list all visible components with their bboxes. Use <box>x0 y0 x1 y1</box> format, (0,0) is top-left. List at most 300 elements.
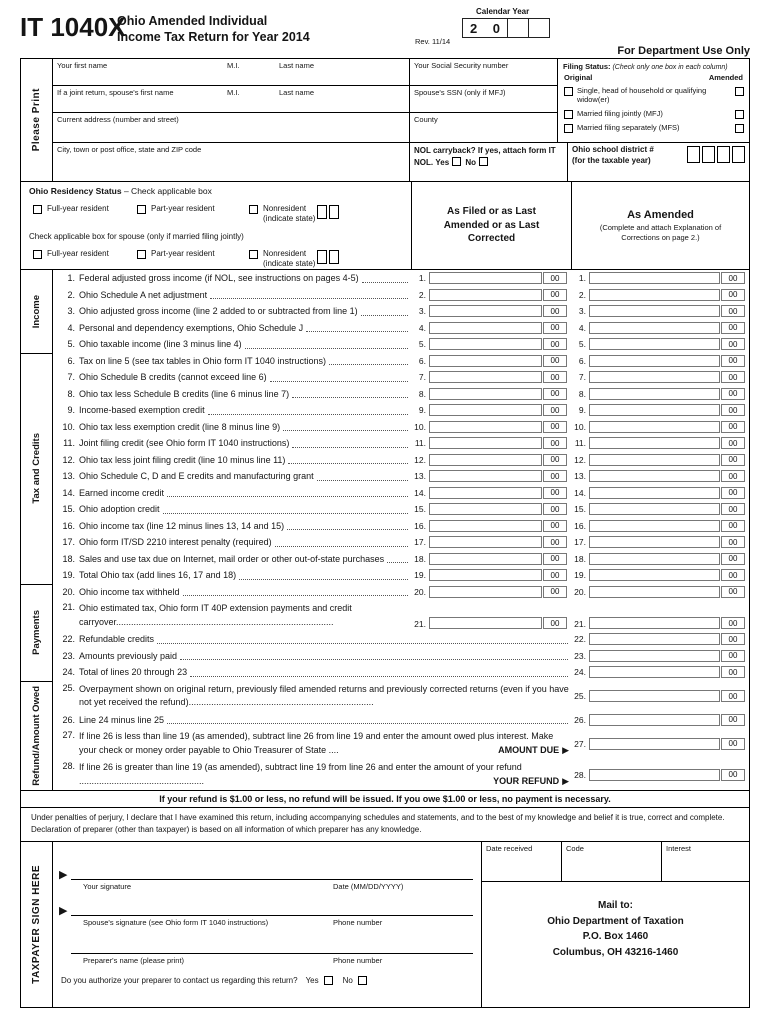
line-number: 6. <box>418 355 426 366</box>
calendar-year-printed-digits: 2 0 <box>462 18 508 38</box>
nol-yes-checkbox[interactable] <box>452 157 461 166</box>
your-signature-line[interactable] <box>71 879 473 880</box>
line-text: Amounts previously paid <box>79 650 178 661</box>
line-19 <box>53 567 749 584</box>
line-number: 6. <box>67 355 75 366</box>
filed-amount-field-2[interactable] <box>429 289 542 301</box>
filed-amount-field-1[interactable] <box>429 272 542 284</box>
line-number: 5. <box>67 339 75 350</box>
signature-date-label: Date (MM/DD/YYYY) <box>333 882 404 891</box>
amended-amount-field-13[interactable] <box>589 470 720 482</box>
amended-amount-field-24[interactable] <box>589 666 720 678</box>
cents-box: 00 <box>543 503 567 515</box>
section-income <box>21 270 749 353</box>
calendar-year-digit-box-3[interactable] <box>508 18 529 38</box>
mfs-amended-checkbox[interactable] <box>735 124 744 133</box>
spouse-part-year-resident-checkbox[interactable] <box>137 250 146 259</box>
amended-amount-field-16[interactable] <box>589 520 720 532</box>
mfj-amended-checkbox[interactable] <box>735 110 744 119</box>
amended-amount-field-26[interactable] <box>589 714 720 726</box>
filed-amount-field-12[interactable] <box>429 454 542 466</box>
cents-box: 00 <box>721 437 745 449</box>
spouse-nonresident-label: Nonresident (indicate state) <box>263 249 316 268</box>
amended-amount-21 <box>571 600 749 631</box>
code-field[interactable] <box>562 842 662 882</box>
line-number: 4. <box>418 322 426 333</box>
residency-options-taxpayer <box>29 204 405 224</box>
line-number: 9. <box>578 405 586 416</box>
amended-amount-field-18[interactable] <box>589 553 720 565</box>
line-1-description <box>53 270 411 287</box>
dotted-leader <box>306 331 408 332</box>
cents-box: 00 <box>543 289 567 301</box>
line-text: Refundable credits <box>79 634 155 645</box>
amended-amount-22 <box>571 631 749 648</box>
line-8-description <box>53 386 411 403</box>
amended-amount-19 <box>571 567 749 584</box>
amended-amount-9 <box>571 402 749 419</box>
line-number: 4. <box>67 322 75 333</box>
amended-amount-12 <box>571 452 749 469</box>
single-label: Single, head of household or qualifying widow(er) <box>577 86 707 105</box>
section-payments <box>21 584 749 681</box>
filed-amount-5 <box>411 336 571 353</box>
department-fields-row <box>482 842 749 882</box>
cents-box: 00 <box>543 437 567 449</box>
line-12 <box>53 452 749 469</box>
mfj-label: Married filing jointly (MFJ) <box>577 108 663 118</box>
amended-amount-10 <box>571 419 749 436</box>
filed-amount-12 <box>411 452 571 469</box>
line-17 <box>53 534 749 551</box>
line-25 <box>53 681 749 712</box>
line-number: 13. <box>62 471 75 482</box>
mfs-original-checkbox[interactable] <box>564 124 573 133</box>
amended-amount-7 <box>571 369 749 386</box>
nol-question-label: NOL carryback? If yes, attach form IT NOL. <box>414 146 556 167</box>
amended-amount-14 <box>571 485 749 502</box>
spouse-ssn-field[interactable] <box>409 86 557 112</box>
filed-amount-field-4[interactable] <box>429 322 542 334</box>
amended-amount-28 <box>571 759 749 790</box>
line-19-description <box>53 567 411 584</box>
single-amended-checkbox[interactable] <box>735 87 744 96</box>
line-number: 23. <box>574 650 586 661</box>
line-28 <box>53 759 749 790</box>
residency-title: Ohio Residency Status – Check applicable box <box>29 186 212 196</box>
line-number: 17. <box>414 537 426 548</box>
line-text: Ohio form IT/SD 2210 interest penalty (required) <box>79 537 272 548</box>
amended-amount-field-23[interactable] <box>589 650 720 662</box>
line-number: 1. <box>578 273 586 284</box>
line-14-description <box>53 485 411 502</box>
dotted-leader <box>292 447 408 448</box>
line-25-description <box>53 681 571 712</box>
it1040x-form <box>20 6 750 1008</box>
form-header <box>20 6 750 58</box>
amended-amount-field-7[interactable] <box>589 371 720 383</box>
cents-box: 00 <box>543 520 567 532</box>
line-number: 25. <box>62 682 75 693</box>
cents-box: 00 <box>721 617 745 629</box>
authorize-no-checkbox[interactable] <box>358 976 367 985</box>
amended-amount-1 <box>571 270 749 287</box>
line-7-description <box>53 369 411 386</box>
line-number: 3. <box>67 306 75 317</box>
authorize-question-label: Do you authorize your preparer to contact us regarding this return? <box>61 976 298 985</box>
section-refund-amount-owed <box>21 681 749 791</box>
nol-no-checkbox[interactable] <box>479 157 488 166</box>
filed-amount-field-13[interactable] <box>429 470 542 482</box>
line-7 <box>53 369 749 386</box>
filed-amount-field-21[interactable] <box>429 617 542 629</box>
line-15-description <box>53 501 411 518</box>
amended-amount-field-14[interactable] <box>589 487 720 499</box>
full-year-resident-label: Full-year resident <box>47 204 109 213</box>
dotted-leader <box>317 480 408 481</box>
filed-amount-field-20[interactable] <box>429 586 542 598</box>
amended-amount-field-5[interactable] <box>589 338 720 350</box>
spouse-full-year-resident-label: Full-year resident <box>47 249 109 258</box>
spouse-residency-note: Check applicable box for spouse (only if married filing jointly) <box>29 232 244 241</box>
dotted-leader <box>180 659 568 660</box>
as-amended-note: (Complete and attach Explanation of Corrections on page 2.) <box>599 222 722 242</box>
department-use-label: For Department Use Only <box>617 45 750 57</box>
spouse-state-letter-box-1[interactable] <box>317 250 327 264</box>
amended-amount-field-20[interactable] <box>589 586 720 598</box>
line-number: 28. <box>574 769 586 780</box>
amended-amount-24 <box>571 664 749 681</box>
school-district-digit-box-4[interactable] <box>732 146 745 163</box>
last-name-label: Last name <box>279 61 315 70</box>
line-10-description <box>53 419 411 436</box>
line-number: 23. <box>62 650 75 661</box>
amended-amount-20 <box>571 584 749 601</box>
amended-amount-field-19[interactable] <box>589 569 720 581</box>
first-name-field[interactable] <box>53 59 409 85</box>
section-side-label: Refund/Amount Owed <box>21 681 53 791</box>
line-number: 27. <box>574 738 586 749</box>
cents-box: 00 <box>721 305 745 317</box>
line-number: 18. <box>414 553 426 564</box>
residency-block <box>20 182 750 270</box>
line-28-suffix <box>489 776 569 787</box>
amended-amount-field-25[interactable] <box>589 690 720 702</box>
cents-box: 00 <box>721 738 745 750</box>
ssn-label: Your Social Security number <box>414 61 509 70</box>
calendar-year-digit-box-4[interactable] <box>529 18 550 38</box>
filed-amount-field-10[interactable] <box>429 421 542 433</box>
cents-box: 00 <box>721 338 745 350</box>
line-number: 14. <box>414 487 426 498</box>
filed-amount-14 <box>411 485 571 502</box>
spouse-signature-row <box>59 891 473 927</box>
cents-box: 00 <box>543 322 567 334</box>
school-district-digit-box-3[interactable] <box>717 146 730 163</box>
cents-box: 00 <box>721 714 745 726</box>
line-number: 13. <box>414 471 426 482</box>
line-27-suffix <box>494 745 569 756</box>
calendar-year-label: Calendar Year <box>476 7 530 16</box>
form-id: IT 1040X <box>20 12 126 42</box>
line-21 <box>53 600 749 631</box>
filed-amount-9 <box>411 402 571 419</box>
county-field[interactable] <box>409 113 557 142</box>
filing-status-option-mfs <box>563 123 744 133</box>
line-number: 2. <box>67 289 75 300</box>
dotted-leader <box>387 562 408 563</box>
cents-box: 00 <box>543 338 567 350</box>
first-name-label: Your first name <box>57 61 108 70</box>
dotted-leader <box>157 643 568 644</box>
line-13 <box>53 468 749 485</box>
line-text: Total Ohio tax (add lines 16, 17 and 18) <box>79 570 237 581</box>
school-district-digit-box-2[interactable] <box>702 146 715 163</box>
amended-amount-4 <box>571 320 749 337</box>
filed-amount-4 <box>411 320 571 337</box>
amended-amount-field-12[interactable] <box>589 454 720 466</box>
spouse-ssn-label: Spouse's SSN (only if MFJ) <box>414 88 506 97</box>
amended-amount-field-21[interactable] <box>589 617 720 629</box>
authorize-no-label: No <box>342 976 353 985</box>
spouse-first-name-field[interactable] <box>53 86 409 112</box>
school-district-note: (for the taxable year) <box>572 155 651 165</box>
amended-amount-field-10[interactable] <box>589 421 720 433</box>
line-23 <box>53 648 749 665</box>
filing-status-option-mfj <box>563 109 744 119</box>
filed-amount-field-15[interactable] <box>429 503 542 515</box>
part-year-resident-checkbox[interactable] <box>137 205 146 214</box>
filed-amount-field-6[interactable] <box>429 355 542 367</box>
cents-box: 00 <box>721 388 745 400</box>
cents-box: 00 <box>543 617 567 629</box>
mail-line3: Columbus, OH 43216-1460 <box>552 946 679 958</box>
line-number: 4. <box>578 322 586 333</box>
line-number: 6. <box>578 355 586 366</box>
amended-amount-13 <box>571 468 749 485</box>
line-text: Ohio tax less exemption credit (line 8 minus line 9) <box>79 421 281 432</box>
amended-amount-11 <box>571 435 749 452</box>
authorize-yes-checkbox[interactable] <box>324 976 333 985</box>
taxpayer-sign-here-strip <box>21 842 53 1007</box>
form-title-line1: Ohio Amended Individual <box>117 14 268 28</box>
line-number: 12. <box>414 454 426 465</box>
filed-amount-field-14[interactable] <box>429 487 542 499</box>
filed-amount-field-5[interactable] <box>429 338 542 350</box>
state-letter-box-1[interactable] <box>317 205 327 219</box>
line-number: 11. <box>63 438 75 449</box>
cents-box: 00 <box>543 470 567 482</box>
amended-amount-5 <box>571 336 749 353</box>
amended-amount-field-22[interactable] <box>589 633 720 645</box>
filed-amount-16 <box>411 518 571 535</box>
line-number: 16. <box>62 520 75 531</box>
spouse-first-name-label: If a joint return, spouse's first name <box>57 88 174 97</box>
line-number: 3. <box>578 306 586 317</box>
filed-amount-field-9[interactable] <box>429 404 542 416</box>
nol-no-label: No <box>465 157 477 167</box>
dotted-leader <box>167 723 568 724</box>
line-18-description <box>53 551 411 568</box>
line-number: 10. <box>574 421 586 432</box>
interest-field[interactable] <box>662 842 749 882</box>
line-items-block <box>20 270 750 791</box>
line-22 <box>53 631 749 648</box>
spouse-last-name-label: Last name <box>279 88 315 97</box>
amended-amount-field-17[interactable] <box>589 536 720 548</box>
amended-amount-field-2[interactable] <box>589 289 720 301</box>
revision-label: Rev. 11/14 <box>415 37 451 46</box>
date-received-field[interactable] <box>482 842 562 882</box>
amended-amount-3 <box>571 303 749 320</box>
dotted-leader <box>163 513 408 514</box>
filed-amount-field-19[interactable] <box>429 569 542 581</box>
line-number: 5. <box>578 339 586 350</box>
line-number: 7. <box>418 372 426 383</box>
line-number: 25. <box>574 691 586 701</box>
line-4-description <box>53 320 411 337</box>
filed-amount-2 <box>411 287 571 304</box>
section-tax-and-credits <box>21 353 749 584</box>
as-amended-title: As Amended <box>627 208 694 221</box>
amended-amount-17 <box>571 534 749 551</box>
filed-amount-field-7[interactable] <box>429 371 542 383</box>
line-number: 21. <box>574 619 586 629</box>
mi-label: M.I. <box>227 61 240 70</box>
dotted-leader <box>183 595 408 596</box>
amended-amount-23 <box>571 648 749 665</box>
line-number: 26. <box>62 714 75 725</box>
filed-amount-field-11[interactable] <box>429 437 542 449</box>
date-received-label: Date received <box>486 844 533 853</box>
amended-amount-field-4[interactable] <box>589 322 720 334</box>
line-26 <box>53 712 749 729</box>
amended-amount-field-27[interactable] <box>589 738 720 750</box>
city-field[interactable] <box>53 143 409 181</box>
mail-line2: P.O. Box 1460 <box>582 931 649 942</box>
nonresident-checkbox[interactable] <box>249 205 258 214</box>
line-9-description <box>53 402 411 419</box>
line-text: Ohio tax less joint filing credit (line 10 minus line 11) <box>79 454 286 465</box>
line-number: 10. <box>414 421 426 432</box>
ssn-field[interactable] <box>409 59 557 85</box>
line-text: Tax on line 5 (see tax tables in Ohio form IT 1040 instructions) <box>79 355 326 366</box>
line-number: 24. <box>574 667 586 678</box>
line-number: 20. <box>414 586 426 597</box>
cents-box: 00 <box>543 586 567 598</box>
filed-amount-field-17[interactable] <box>429 536 542 548</box>
line-text: Ohio estimated tax, Ohio form IT 40P extension payments and credit carryover....................................................................................... <box>79 603 352 627</box>
dotted-leader <box>287 529 408 530</box>
line-number: 20. <box>62 586 75 597</box>
line-number: 27. <box>62 730 75 740</box>
line-text: Ohio income tax withheld <box>79 586 180 597</box>
state-letter-box-2[interactable] <box>329 205 339 219</box>
filed-amount-1 <box>411 270 571 287</box>
spouse-nonresident-checkbox[interactable] <box>249 250 258 259</box>
spouse-signature-line[interactable] <box>71 915 473 916</box>
section-side-label: Tax and Credits <box>21 353 53 584</box>
dotted-leader <box>362 282 408 283</box>
line-number: 3. <box>418 306 426 317</box>
spouse-full-year-resident-checkbox[interactable] <box>33 250 42 259</box>
line-21-description <box>53 600 411 631</box>
filed-amount-10 <box>411 419 571 436</box>
amended-amount-field-8[interactable] <box>589 388 720 400</box>
line-number: 22. <box>62 634 75 645</box>
cents-box: 00 <box>721 322 745 334</box>
cents-box: 00 <box>721 633 745 645</box>
amended-amount-field-15[interactable] <box>589 503 720 515</box>
amended-amount-field-9[interactable] <box>589 404 720 416</box>
line-13-description <box>53 468 411 485</box>
line-number: 18. <box>62 553 75 564</box>
cents-box: 00 <box>543 553 567 565</box>
dotted-leader <box>283 430 408 431</box>
spouse-state-letter-box-2[interactable] <box>329 250 339 264</box>
filed-amount-15 <box>411 501 571 518</box>
line-text: Ohio Schedule C, D and E credits and manufacturing grant <box>79 471 314 482</box>
line-number: 1. <box>418 273 426 284</box>
amended-amount-2 <box>571 287 749 304</box>
amended-amount-field-11[interactable] <box>589 437 720 449</box>
dotted-leader <box>208 414 408 415</box>
amended-amount-field-1[interactable] <box>589 272 720 284</box>
cents-box: 00 <box>721 569 745 581</box>
amended-amount-field-28[interactable] <box>589 769 720 781</box>
filing-status-amended-header: Amended <box>708 73 743 82</box>
amended-amount-field-6[interactable] <box>589 355 720 367</box>
mfj-original-checkbox[interactable] <box>564 110 573 119</box>
line-number: 24. <box>62 667 75 678</box>
line-text: Overpayment shown on original return, previously filed amended returns and previously corrected returns (even if you have not yet received the refund).......................................................................... <box>79 683 569 707</box>
filed-amount-field-3[interactable] <box>429 305 542 317</box>
filed-amount-20 <box>411 584 571 601</box>
filed-amount-field-18[interactable] <box>429 553 542 565</box>
line-number: 17. <box>62 537 75 548</box>
amended-amount-8 <box>571 386 749 403</box>
filed-amount-field-16[interactable] <box>429 520 542 532</box>
cents-box: 00 <box>543 371 567 383</box>
preparer-name-line[interactable] <box>71 953 473 954</box>
line-number: 15. <box>62 504 75 515</box>
line-number: 28. <box>62 761 75 771</box>
line-number: 26. <box>574 714 586 725</box>
line-text: Income-based exemption credit <box>79 405 205 416</box>
filed-amount-field-8[interactable] <box>429 388 542 400</box>
line-number: 9. <box>418 405 426 416</box>
cents-box: 00 <box>543 536 567 548</box>
amended-amount-field-3[interactable] <box>589 305 720 317</box>
address-field[interactable] <box>53 113 409 142</box>
your-signature-row <box>59 842 473 891</box>
line-4 <box>53 320 749 337</box>
line-27 <box>53 728 749 759</box>
amended-amount-6 <box>571 353 749 370</box>
suffix-label: YOUR REFUND <box>493 776 560 786</box>
your-signature-label: Your signature <box>83 882 132 891</box>
single-original-checkbox[interactable] <box>564 87 573 96</box>
full-year-resident-checkbox[interactable] <box>33 205 42 214</box>
filed-amount-11 <box>411 435 571 452</box>
amended-amount-27 <box>571 728 749 759</box>
line-number: 2. <box>418 289 426 300</box>
line-number: 5. <box>418 339 426 350</box>
school-district-digit-box-1[interactable] <box>687 146 700 163</box>
cents-box: 00 <box>721 666 745 678</box>
please-print-strip <box>21 59 53 181</box>
cents-box: 00 <box>721 421 745 433</box>
